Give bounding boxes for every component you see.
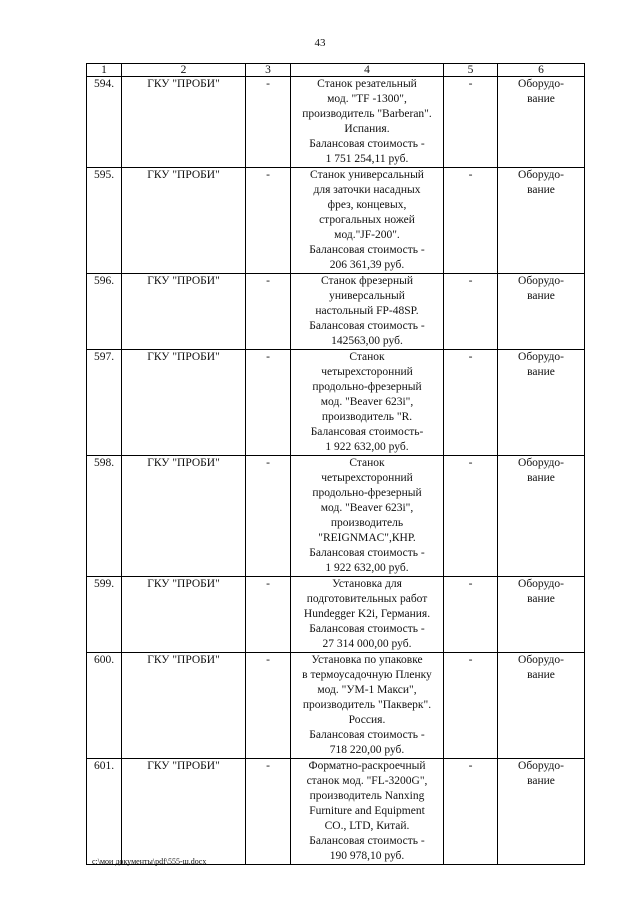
item-type-line: Оборудо- [518, 351, 564, 363]
table-row [87, 653, 585, 759]
description-line: Станок фрезерный [320, 275, 414, 287]
organization-name: ГКУ "ПРОБИ" [122, 577, 246, 653]
description-line: Балансовая стоимость - [309, 729, 425, 741]
table-row [87, 577, 585, 653]
col5-value: - [444, 168, 498, 274]
description-line: Станок [349, 351, 385, 363]
row-number: 595. [87, 168, 122, 274]
table-row [87, 77, 585, 168]
description-line: строгальных ножей [319, 214, 415, 226]
property-register-table [86, 63, 585, 865]
description-line: Балансовая стоимость - [309, 835, 425, 847]
item-type [498, 350, 585, 456]
item-type-line: Оборудо- [518, 457, 564, 469]
col3-value: - [246, 77, 291, 168]
description-line: Балансовая стоимость - [309, 320, 425, 332]
row-number: 594. [87, 77, 122, 168]
row-number: 600. [87, 653, 122, 759]
description-line: мод. "Beaver 623i", [320, 502, 414, 514]
description-line: Балансовая стоимость - [309, 623, 425, 635]
description-line: производитель "Barberan". [302, 108, 432, 120]
header-col-5: 5 [444, 64, 498, 77]
description-line: 1 751 254,11 руб. [325, 153, 409, 165]
description-line: 142563,00 руб. [331, 335, 403, 347]
organization-name: ГКУ "ПРОБИ" [122, 653, 246, 759]
description-line: настольный FP-48SP. [315, 305, 419, 317]
description-line: Балансовая стоимость- [310, 426, 424, 438]
col3-value: - [246, 456, 291, 577]
description-line: мод. "УМ-1 Макси", [317, 684, 417, 696]
description-line: Установка для [332, 578, 402, 590]
description-line: Россия. [348, 714, 386, 726]
item-type-line: Оборудо- [518, 578, 564, 590]
col5-value: - [444, 456, 498, 577]
description-line: производитель [330, 517, 404, 529]
col5-value: - [444, 350, 498, 456]
table-row [87, 456, 585, 577]
description-line: Станок универсальный [310, 169, 424, 181]
item-description [291, 168, 444, 274]
description-line: в термоусадочную Пленку [302, 669, 432, 681]
col5-value: - [444, 77, 498, 168]
col5-value: - [444, 274, 498, 350]
header-col-2: 2 [122, 64, 246, 77]
col3-value: - [246, 350, 291, 456]
item-type [498, 456, 585, 577]
header-col-3: 3 [246, 64, 291, 77]
organization-name: ГКУ "ПРОБИ" [122, 350, 246, 456]
item-type-line: вание [527, 775, 555, 787]
description-line: производитель "R. [321, 411, 413, 423]
item-type-line: Оборудо- [518, 760, 564, 772]
item-type-line: Оборудо- [518, 275, 564, 287]
item-type-line: Оборудо- [518, 654, 564, 666]
organization-name: ГКУ "ПРОБИ" [122, 77, 246, 168]
table-row [87, 168, 585, 274]
organization-name: ГКУ "ПРОБИ" [122, 759, 246, 865]
description-line: Форматно-раскроечный [308, 760, 426, 772]
description-line: Балансовая стоимость - [309, 244, 425, 256]
item-type-line: вание [527, 93, 555, 105]
item-type-line: вание [527, 290, 555, 302]
description-line: Балансовая стоимость - [309, 547, 425, 559]
row-number: 596. [87, 274, 122, 350]
page-number: 43 [314, 37, 326, 49]
header-col-6: 6 [498, 64, 585, 77]
description-line: 718 220,00 руб. [329, 744, 405, 756]
col3-value: - [246, 759, 291, 865]
description-line: 1 922 632,00 руб. [325, 562, 409, 574]
footer-file-path: c:\мои документы\pdf\555-ш.docx [92, 857, 207, 866]
col5-value: - [444, 577, 498, 653]
item-description [291, 456, 444, 577]
item-type-line: вание [527, 366, 555, 378]
item-description [291, 274, 444, 350]
item-type [498, 274, 585, 350]
organization-name: ГКУ "ПРОБИ" [122, 168, 246, 274]
item-description [291, 759, 444, 865]
description-line: 206 361,39 руб. [329, 259, 405, 271]
description-line: мод. "Beaver 623i", [320, 396, 414, 408]
organization-name: ГКУ "ПРОБИ" [122, 274, 246, 350]
col3-value: - [246, 653, 291, 759]
col3-value: - [246, 274, 291, 350]
col3-value: - [246, 168, 291, 274]
description-line: производитель "Пакверк". [302, 699, 432, 711]
header-col-4: 4 [291, 64, 444, 77]
table-row [87, 759, 585, 865]
item-type-line: Оборудо- [518, 169, 564, 181]
item-type [498, 168, 585, 274]
item-type-line: Оборудо- [518, 78, 564, 90]
header-row [87, 64, 585, 77]
description-line: для заточки насадных [313, 184, 421, 196]
description-line: продольно-фрезерный [312, 381, 422, 393]
description-line: 190 978,10 руб. [329, 850, 405, 862]
row-number: 599. [87, 577, 122, 653]
description-line: универсальный [329, 290, 405, 302]
table-row [87, 274, 585, 350]
table-row [87, 350, 585, 456]
description-line: производитель Nanxing [309, 790, 425, 802]
item-type [498, 77, 585, 168]
description-line: четырехсторонний [321, 472, 413, 484]
description-line: подготовительных работ [306, 593, 428, 605]
description-line: CO., LTD, Китай. [324, 820, 410, 832]
organization-name: ГКУ "ПРОБИ" [122, 456, 246, 577]
description-line: продольно-фрезерный [312, 487, 422, 499]
description-line: Балансовая стоимость - [309, 138, 425, 150]
row-number: 601. [87, 759, 122, 865]
description-line: Furniture and Equipment [309, 805, 425, 817]
col3-value: - [246, 577, 291, 653]
header-col-1: 1 [87, 64, 122, 77]
item-type-line: вание [527, 593, 555, 605]
description-line: Установка по упаковке [311, 654, 423, 666]
description-line: мод."JF-200". [334, 229, 400, 241]
item-type [498, 577, 585, 653]
description-line: фрез, концевых, [327, 199, 407, 211]
description-line: мод. "TF -1300", [327, 93, 407, 105]
description-line: "REIGNMAC",КНР. [318, 532, 416, 544]
item-description [291, 77, 444, 168]
item-type [498, 653, 585, 759]
item-type-line: вание [527, 184, 555, 196]
description-line: 1 922 632,00 руб. [325, 441, 409, 453]
item-description [291, 350, 444, 456]
description-line: Hundegger K2i, Германия. [303, 608, 431, 620]
description-line: 27 314 000,00 руб. [322, 638, 412, 650]
item-type-line: вание [527, 472, 555, 484]
item-description [291, 577, 444, 653]
description-line: четырехсторонний [321, 366, 413, 378]
description-line: Станок резательный [317, 78, 417, 90]
col5-value: - [444, 759, 498, 865]
description-line: Испания. [344, 123, 390, 135]
col5-value: - [444, 653, 498, 759]
row-number: 598. [87, 456, 122, 577]
description-line: станок мод. "FL-3200G", [306, 775, 428, 787]
item-type [498, 759, 585, 865]
row-number: 597. [87, 350, 122, 456]
item-type-line: вание [527, 669, 555, 681]
description-line: Станок [349, 457, 385, 469]
item-description [291, 653, 444, 759]
